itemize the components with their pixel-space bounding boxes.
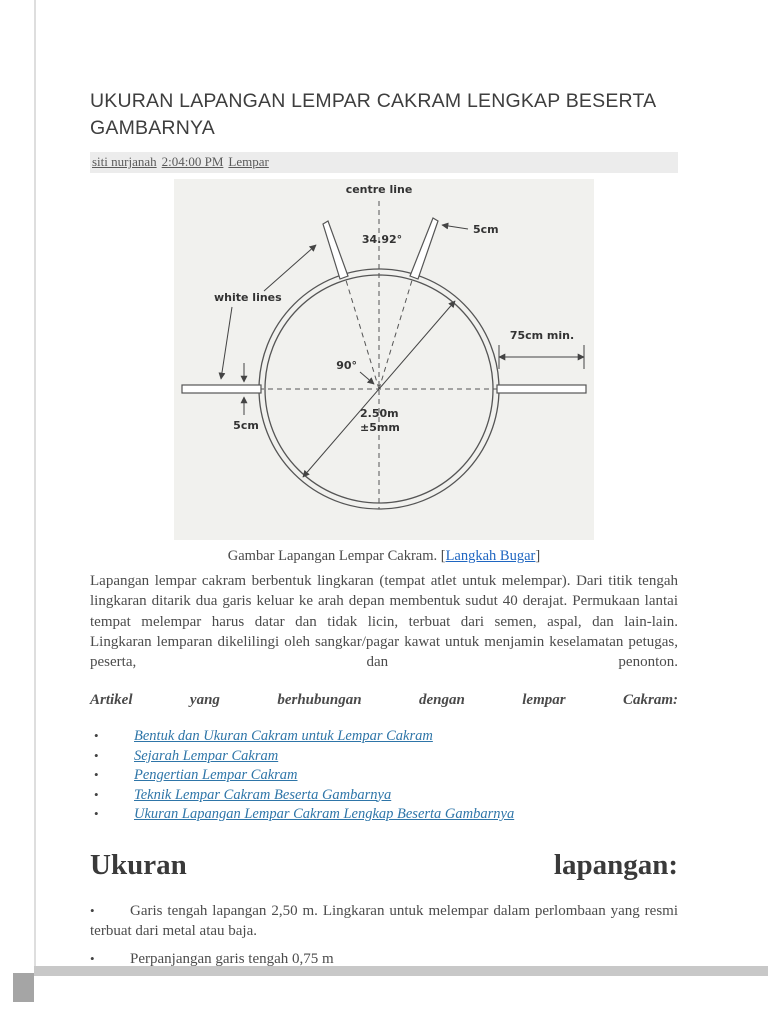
diagram-svg: [174, 179, 594, 535]
related-link-item: [94, 805, 678, 824]
related-link[interactable]: Bentuk dan Ukuran Cakram untuk Lempar Cakram: [134, 728, 433, 745]
white-line-left: [323, 221, 348, 279]
bullet-text: Perpanjangan garis tengah 0,75 m: [130, 950, 334, 967]
related-link[interactable]: Ukuran Lapangan Lempar Cakram Lengkap Beserta Gambarnya: [134, 806, 515, 822]
label-5cm-bottom: 5cm: [233, 419, 259, 433]
figure-caption: [90, 548, 678, 565]
post-title: UKURAN LAPANGAN LEMPAR CAKRAM LENGKAP BESERTA GAMBARNYA: [90, 90, 656, 139]
bullet-icon: •: [94, 806, 99, 821]
related-link[interactable]: Sejarah Lempar Cakram: [134, 747, 279, 764]
arrow-white-lines-down: [221, 307, 232, 379]
arrow-90-degrees: [360, 372, 374, 384]
label-5cm-top: 5cm: [473, 223, 499, 237]
label-90-degrees: 90°: [336, 359, 357, 373]
page-left-edge: [34, 0, 36, 966]
caption-source-link[interactable]: Langkah Bugar: [445, 548, 536, 565]
related-link[interactable]: Pengertian Lempar Cakram: [134, 767, 298, 784]
body-paragraph: Lingkaran lemparan dikelilingi oleh sangkar/pagar kawat untuk menjamin keselamatan petugas, peserta, dan penonton.: [90, 633, 678, 671]
related-link[interactable]: Teknik Lempar Cakram Beserta Gambarnya: [134, 786, 392, 803]
white-line-right: [410, 218, 438, 279]
discus-field-diagram: [174, 179, 594, 540]
label-centre-line: centre line: [345, 183, 413, 197]
bullet-text: Garis tengah lapangan 2,50 m. Lingkaran untuk melempar dalam perlombaan yang resmi terbuat dari metal atau baja.: [90, 903, 678, 940]
viewer-corner-block: [13, 973, 34, 1002]
sector-dashed-left: [345, 277, 379, 389]
article-page: [90, 88, 678, 976]
related-links-list: [90, 727, 678, 824]
label-white-lines: white lines: [214, 291, 282, 305]
dimension-bullet-item: [90, 949, 678, 969]
body-paragraph: Lapangan lempar cakram berbentuk lingkaran (tempat atlet untuk melempar). Dari titik tengah lingkaran ditarik dua garis keluar ke arah depan membentuk sudut 40 derajat. Permukaan lantai tempat melempar harus datar dan tidak licin, terbuat dari semen, aspal, dan lain-lain.: [90, 573, 678, 630]
related-link-item: [94, 766, 678, 785]
arrow-white-lines-up: [264, 245, 316, 291]
label-75cm-min: 75cm min.: [509, 329, 575, 343]
label-sector-angle: 34.92°: [361, 233, 403, 247]
dimension-bullet-item: [90, 901, 678, 942]
extension-strip-right: [497, 385, 586, 393]
sector-dashed-right: [379, 277, 413, 389]
bullet-icon: •: [90, 903, 95, 919]
byline: [90, 152, 678, 173]
arrow-5cm-top: [442, 225, 468, 229]
related-articles-heading: Artikel yang berhubungan dengan lempar Cakram:: [90, 692, 678, 709]
body-copy: [90, 571, 678, 672]
related-link-item: [94, 727, 678, 746]
related-link-item: [94, 747, 678, 766]
caption-text-end: ]: [535, 548, 541, 565]
section-heading-ukuran-lapangan: Ukuran lapangan:: [90, 849, 678, 882]
bullet-icon: •: [94, 747, 99, 763]
label-diameter: 2.50m: [360, 407, 399, 421]
extension-strip-left: [182, 385, 261, 393]
related-link-item: [94, 786, 678, 805]
label-diameter-tolerance: ±5mm: [360, 421, 400, 435]
author-link[interactable]: siti nurjanah: [92, 153, 157, 169]
category-link[interactable]: Lempar: [228, 153, 269, 169]
dimension-bullets: [90, 901, 678, 969]
bullet-icon: •: [94, 786, 99, 802]
caption-text: Gambar Lapangan Lempar Cakram. [: [227, 548, 446, 565]
timestamp-link[interactable]: 2:04:00 PM: [161, 153, 224, 169]
field-diagram-figure: [90, 179, 678, 565]
bullet-icon: •: [94, 728, 99, 744]
bullet-icon: •: [94, 767, 99, 783]
bullet-icon: •: [90, 950, 95, 966]
